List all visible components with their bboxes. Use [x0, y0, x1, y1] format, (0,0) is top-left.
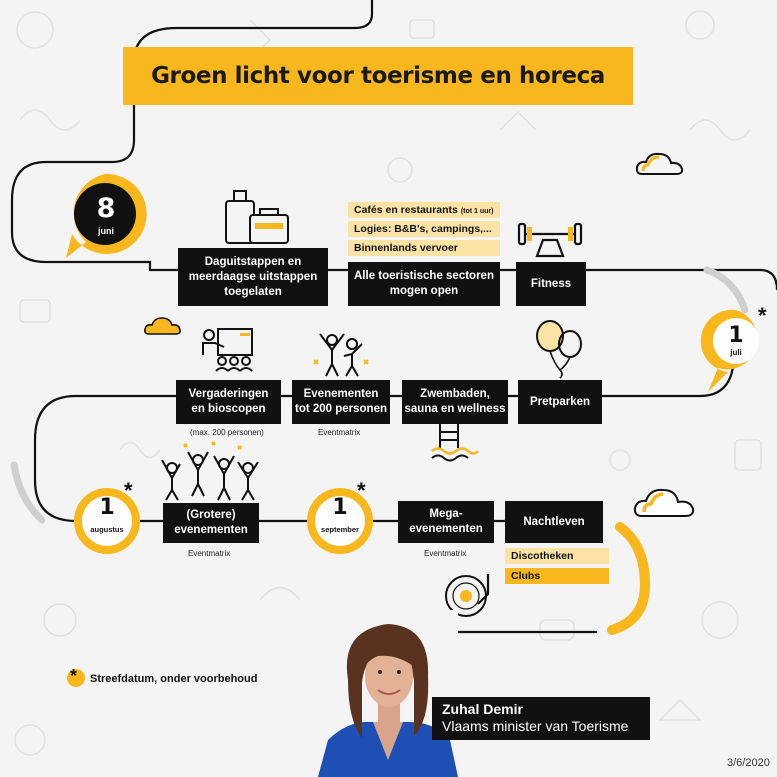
page-title: Groen licht voor toerisme en horeca: [151, 63, 605, 89]
party-crowd-icon: [158, 440, 263, 502]
pool-ladder-icon: [430, 418, 480, 462]
balloons-icon: [530, 318, 590, 380]
grotere-evenementen-note: Eventmatrix: [188, 549, 231, 558]
star-icon: *: [124, 478, 133, 503]
binnenlands-bar: Binnenlands vervoer: [348, 240, 500, 256]
date-june-month: juni: [98, 226, 114, 236]
clubs-bar: Clubs: [505, 568, 609, 584]
date-september-month: september: [321, 525, 359, 534]
cafes-label: Cafés en restaurants: [354, 204, 458, 216]
star-icon: *: [357, 478, 366, 503]
title-banner: [123, 47, 633, 105]
date-july-month: juli: [730, 348, 742, 357]
date-september-day: 1: [332, 495, 348, 520]
mega-evenementen-note: Eventmatrix: [424, 549, 467, 558]
cafes-bar: [348, 202, 500, 218]
minister-name: Zuhal Demir: [442, 701, 523, 717]
evenementen-block: Evenementen tot 200 personen: [292, 380, 390, 424]
grotere-evenementen-block: (Grotere) evenementen: [163, 503, 259, 543]
star-icon: *: [70, 666, 78, 686]
fitness-block: Fitness: [516, 262, 586, 306]
sectoren-block: Alle toeristische sectoren mogen open: [348, 262, 500, 306]
suitcase-icon: [222, 185, 292, 247]
cloud-icon: [634, 150, 686, 178]
meeting-icon: [200, 325, 258, 373]
zwembaden-block: Zwembaden, sauna en wellness: [402, 380, 508, 424]
vergaderingen-note: (max. 200 personen): [190, 428, 264, 437]
date-august-month: augustus: [90, 525, 124, 534]
dancers-icon: [310, 330, 372, 378]
nightlife-arc: [612, 527, 645, 630]
evenementen-note: Eventmatrix: [318, 428, 361, 437]
vergaderingen-block: Vergaderingen en bioscopen: [176, 380, 281, 424]
date-july-day: 1: [728, 323, 744, 348]
logies-bar: Logies: B&B's, campings,...: [348, 221, 500, 237]
publication-date: 3/6/2020: [727, 757, 770, 769]
nachtleven-block: Nachtleven: [505, 501, 603, 543]
date-august-day: 1: [99, 495, 115, 520]
cloud-icon: [143, 315, 183, 337]
mega-evenementen-block: Mega- evenementen: [398, 501, 494, 543]
daguitstappen-block: Daguitstappen en meerdaagse uitstappen toegelaten: [178, 248, 328, 306]
discotheken-bar: Discotheken: [505, 548, 609, 564]
dumbbell-icon: [515, 220, 585, 260]
star-icon: *: [758, 303, 767, 328]
date-june-day: 8: [96, 193, 116, 224]
minister-name-box: [432, 697, 650, 740]
minister-role: Vlaams minister van Toerisme: [442, 718, 629, 734]
minister-portrait: [318, 610, 458, 777]
cloud-icon: [632, 485, 698, 521]
pretparken-block: Pretparken: [518, 380, 602, 424]
cafes-note: (tot 1 uur): [460, 208, 494, 215]
legend-text: Streefdatum, onder voorbehoud: [90, 673, 258, 685]
